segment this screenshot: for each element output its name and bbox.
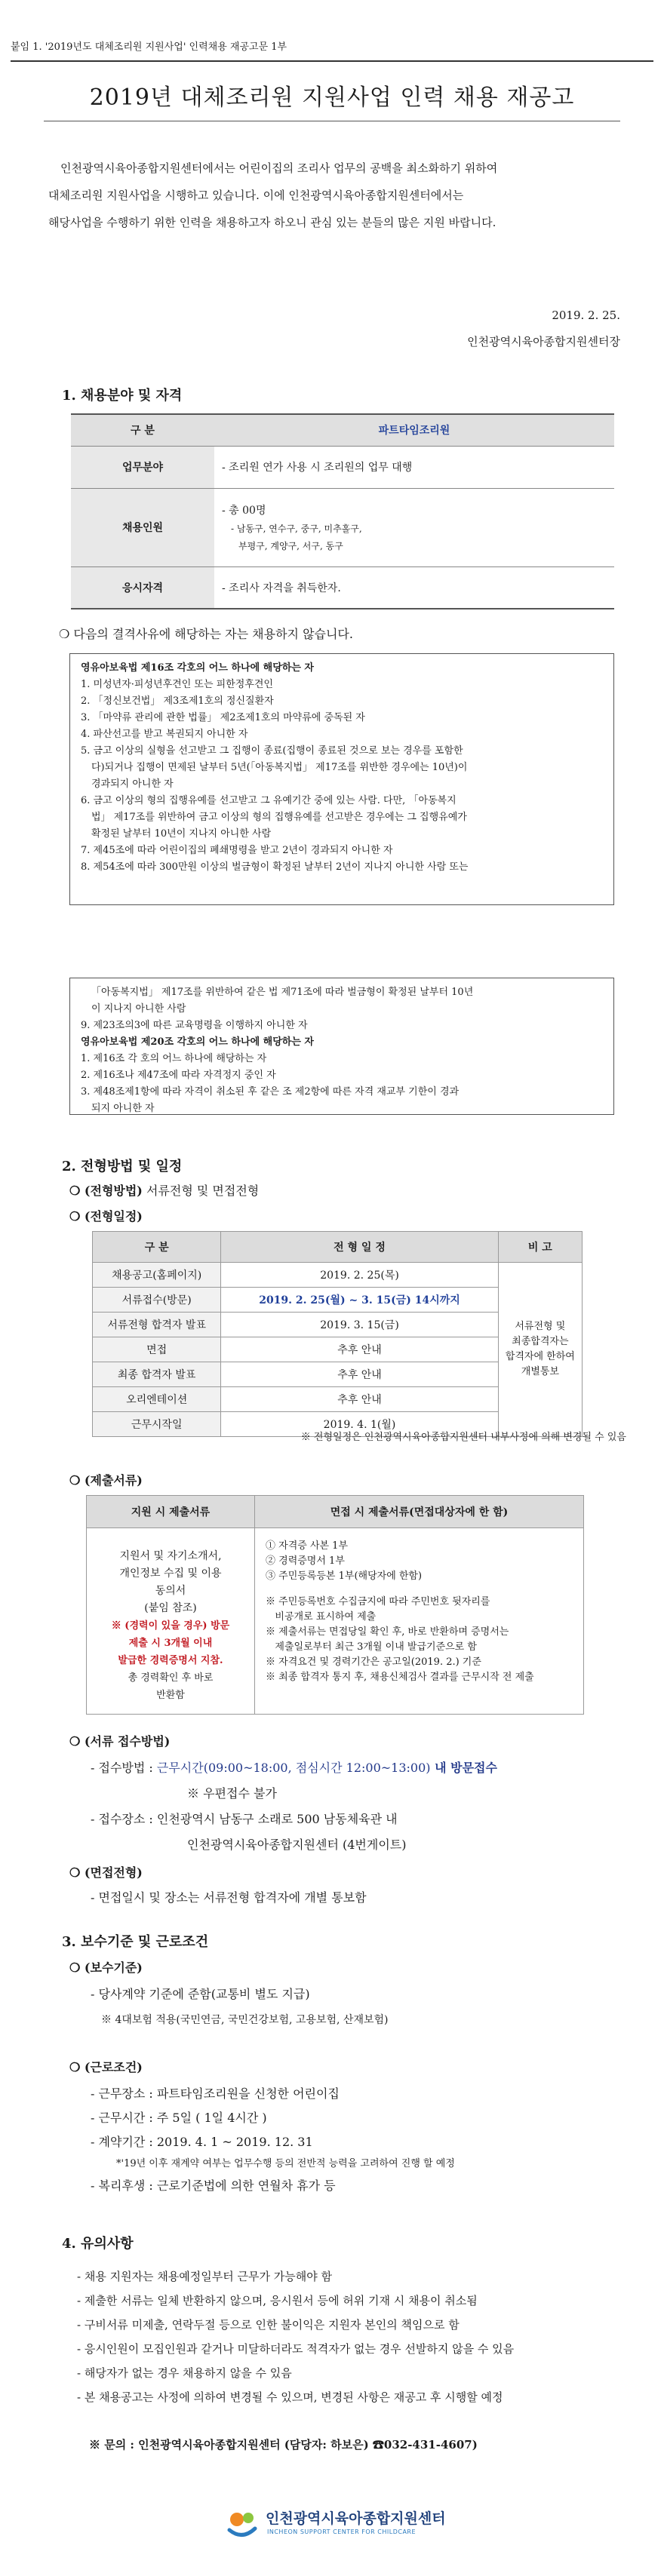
documents-right-cell bbox=[255, 1528, 584, 1715]
pay-label: ❍ (보수기준) bbox=[69, 1960, 143, 1975]
condition-line: - 계약기간 : 2019. 4. 1 ~ 2019. 12. 31 bbox=[91, 2135, 313, 2149]
row-label: 채용인원 bbox=[71, 488, 214, 566]
disqualification-item: 9. 제23조의3에 따른 교육명령을 이행하지 아니한 자 bbox=[81, 1020, 308, 1031]
disqualification-item: 5. 금고 이상의 실형을 선고받고 그 집행이 종료(집행이 종료된 것으로 보는 경우를 포함한 bbox=[81, 745, 463, 757]
method-row bbox=[69, 1181, 259, 1199]
row-value: - 조리사 자격을 취득한자. bbox=[214, 566, 614, 609]
receipt-place: - 접수장소 : 인천광역시 남동구 소래로 500 남동체육관 내 bbox=[91, 1812, 398, 1826]
disqualification-item: 2. 「정신보건법」 제3조제1호의 정신질환자 bbox=[81, 695, 274, 707]
documents-header: 지원 시 제출서류 bbox=[87, 1496, 255, 1528]
disqualification-item: 2. 제16조나 제47조에 따라 자격정지 중인 자 bbox=[81, 1070, 276, 1081]
doc-note: ※ 자격요건 및 경력기간은 공고일(2019. 2.) 기준 bbox=[266, 1656, 481, 1668]
conditions-label: ❍ (근로조건) bbox=[69, 2060, 143, 2074]
doc-line: ① 자격증 사본 1부 bbox=[266, 1540, 349, 1552]
schedule-value: 추후 안내 bbox=[221, 1337, 498, 1362]
disqualification-item: 법」 제17조를 위반하여 금고 이상의 형의 집행유예를 선고받은 경우에는 그 집행유예가 bbox=[91, 812, 467, 823]
intro-line: 대체조리원 지원사업을 시행하고 있습니다. 이에 인천광역시육아종합지원센터에서는 bbox=[48, 189, 464, 202]
remark-line: 개별통보 bbox=[521, 1366, 559, 1377]
schedule-value: 추후 안내 bbox=[221, 1362, 498, 1387]
interview-label: ❍ (면접전형) bbox=[69, 1865, 143, 1880]
doc-line: ③ 주민등록등본 1부(해당자에 한함) bbox=[266, 1570, 423, 1582]
disqualification-item: 1. 미성년자·피성년후견인 또는 피한정후견인 bbox=[81, 679, 273, 690]
remark-line: 최종합격자는 bbox=[512, 1336, 569, 1347]
doc-warning-line: ※ (경력이 있을 경우) 방문 bbox=[111, 1620, 230, 1632]
logo-name: 인천광역시육아종합지원센터 bbox=[266, 2510, 446, 2527]
intro-line: 해당사업을 수행하기 위한 인력을 채용하고자 하오니 관심 있는 분들의 많은 지원 바랍니다. bbox=[48, 216, 496, 229]
table-header-label: 구 분 bbox=[71, 414, 214, 446]
notes-list bbox=[77, 2264, 514, 2409]
doc-line: 개인정보 수집 및 이용 bbox=[119, 1567, 222, 1580]
disqualification-item: 3. 제48조제1항에 따라 자격이 취소된 후 같은 조 제2항에 따른 자격 재교부 기한이 경과 bbox=[81, 1086, 460, 1098]
pay-note: ※ 4대보험 적용(국민연금, 국민건강보험, 고용보험, 산재보험) bbox=[101, 2014, 389, 2026]
condition-line: - 복리후생 : 근로기준법에 의한 연월차 휴가 등 bbox=[91, 2178, 336, 2193]
disqualification-item: 이 지나지 아니한 사람 bbox=[91, 1003, 186, 1015]
disqualification-intro: ❍ 다음의 결격사유에 해당하는 자는 채용하지 않습니다. bbox=[59, 627, 353, 641]
condition-line: - 근무장소 : 파트타임조리원을 신청한 어린이집 bbox=[91, 2086, 340, 2101]
schedule-key: 최종 합격자 발표 bbox=[93, 1362, 221, 1387]
schedule-value: 2019. 3. 15(금) bbox=[221, 1313, 498, 1337]
disqualification-item: 「아동복지법」 제17조를 위반하여 같은 법 제71조에 따라 벌금형이 확정된 날부터 10년 bbox=[91, 987, 474, 998]
disqualification-item: 8. 제54조에 따라 300만원 이상의 벌금형이 확정된 날부터 2년이 지나지 아니한 사람 또는 bbox=[81, 861, 469, 873]
schedule-value: 2019. 2. 25(목) bbox=[221, 1263, 498, 1288]
disqualification-item: 확정된 날부터 10년이 지나지 아니한 사람 bbox=[91, 828, 272, 840]
intro-paragraph bbox=[48, 158, 498, 232]
receipt-label: ❍ (서류 접수방법) bbox=[69, 1734, 171, 1749]
schedule-key: 오리엔테이션 bbox=[93, 1387, 221, 1412]
intro-line: 인천광역시육아종합지원센터에서는 어린이집의 조리사 업무의 공백을 최소화하기 위하여 bbox=[60, 161, 498, 175]
schedule-key: 면접 bbox=[93, 1337, 221, 1362]
disqualification-item: 1. 제16조 각 호의 어느 하나에 해당하는 자 bbox=[81, 1053, 267, 1064]
doc-line: (붙임 참조) bbox=[144, 1602, 197, 1614]
schedule-header: 구 분 bbox=[93, 1232, 221, 1263]
schedule-table bbox=[92, 1231, 583, 1437]
doc-line: ② 경력증명서 1부 bbox=[266, 1555, 345, 1567]
row-label: 업무분야 bbox=[71, 446, 214, 488]
list-item: - 구비서류 미제출, 연락두절 등으로 인한 불이익은 지원자 본인의 책임으로 함 bbox=[77, 2318, 460, 2332]
disqualification-item: 되지 아니한 자 bbox=[91, 1103, 155, 1114]
schedule-header: 전 형 일 정 bbox=[221, 1232, 498, 1263]
doc-line: 동의서 bbox=[155, 1585, 186, 1597]
section-heading-3: 3. 보수기준 및 근로조건 bbox=[62, 1934, 209, 1950]
list-item: - 제출한 서류는 일체 반환하지 않으며, 응시원서 등에 허위 기재 시 채용이 취소됨 bbox=[77, 2294, 478, 2307]
schedule-remark bbox=[498, 1263, 582, 1437]
disqualification-item: 6. 금고 이상의 형의 집행유예를 선고받고 그 유예기간 중에 있는 사람. 다만, 「아동복지 bbox=[81, 795, 456, 806]
disqualification-subheading: 영유아보육법 제20조 각호의 어느 하나에 해당하는 자 bbox=[81, 1036, 314, 1048]
issuer: 인천광역시육아종합지원센터장 bbox=[467, 335, 620, 348]
top-divider bbox=[11, 60, 653, 62]
section-heading-4: 4. 유의사항 bbox=[62, 2236, 134, 2252]
remark-line: 서류전형 및 bbox=[515, 1321, 566, 1332]
disqualification-item: 3. 「마약류 관리에 관한 법률」 제2조제1호의 마약류에 중독된 자 bbox=[81, 712, 365, 723]
doc-note: ※ 최종 합격자 통지 후, 채용신체검사 결과를 근무시작 전 제출 bbox=[266, 1672, 534, 1683]
disqualification-item: 경과되지 아니한 자 bbox=[91, 778, 174, 790]
list-item: - 해당자가 없는 경우 채용하지 않을 수 있음 bbox=[77, 2366, 292, 2380]
notice-date: 2019. 2. 25. bbox=[552, 309, 620, 322]
schedule-label: ❍ (전형일정) bbox=[69, 1209, 143, 1224]
documents-table bbox=[86, 1495, 584, 1715]
receipt-method-label: - 접수방법 : bbox=[91, 1761, 157, 1775]
section-heading-1: 1. 채용분야 및 자격 bbox=[62, 388, 183, 404]
remark-line: 합격자에 한하여 bbox=[505, 1351, 575, 1362]
receipt-hours: 근무시간(09:00~18:00, 점심시간 12:00~13:00) bbox=[156, 1761, 431, 1775]
doc-note: 비공개로 표시하여 제출 bbox=[266, 1611, 377, 1623]
receipt-method bbox=[91, 1758, 497, 1778]
schedule-value: 2019. 4. 1(월) bbox=[221, 1412, 498, 1437]
disqualification-box-1 bbox=[69, 653, 614, 905]
logo-subtitle: INCHEON SUPPORT CENTER FOR CHILDCARE bbox=[267, 2528, 417, 2535]
doc-warning-line: 제출 시 3개월 이내 bbox=[128, 1638, 213, 1649]
center-logo bbox=[225, 2503, 451, 2545]
doc-line: 지원서 및 자기소개서, bbox=[119, 1550, 222, 1562]
table-header-value: 파트타임조리원 bbox=[214, 414, 614, 446]
attachment-note: 붙임 1. '2019년도 대체조리원 지원사업' 인력채용 재공고문 1부 bbox=[11, 41, 287, 53]
pay-text: - 당사계약 기준에 준함(교통비 별도 지급) bbox=[91, 1987, 310, 2001]
list-item: - 응시인원이 모집인원과 같거나 미달하더라도 적격자가 없는 경우 선발하지 않을 수 있음 bbox=[77, 2342, 515, 2356]
schedule-value: 2019. 2. 25(월) ~ 3. 15(금) 14시까지 bbox=[221, 1288, 498, 1313]
row-label: 응시자격 bbox=[71, 566, 214, 609]
receipt-online-note: ※ 우편접수 불가 bbox=[187, 1786, 277, 1801]
list-item: - 본 채용공고는 사정에 의하여 변경될 수 있으며, 변경된 사항은 재공고 후 시행할 예정 bbox=[77, 2390, 503, 2404]
schedule-header: 비 고 bbox=[498, 1232, 582, 1263]
doc-warning-line: 발급한 경력증명서 지참. bbox=[118, 1655, 223, 1666]
row-value: - 조리원 연가 사용 시 조리원의 업무 대행 bbox=[214, 446, 614, 488]
disqualification-box-2 bbox=[69, 978, 614, 1115]
qualification-table bbox=[71, 413, 614, 609]
schedule-key: 서류전형 합격자 발표 bbox=[93, 1313, 221, 1337]
schedule-value: 추후 안내 bbox=[221, 1387, 498, 1412]
schedule-key: 근무시작일 bbox=[93, 1412, 221, 1437]
documents-header: 면접 시 제출서류(면접대상자에 한 함) bbox=[255, 1496, 584, 1528]
documents-label: ❍ (제출서류) bbox=[69, 1473, 143, 1488]
row-value bbox=[214, 488, 614, 566]
disqualification-item: 다)되거나 집행이 면제된 날부터 5년(「아동복지법」 제17조를 위반한 경우에는 10년)이 bbox=[91, 762, 468, 773]
documents-left-cell bbox=[87, 1528, 255, 1715]
row-value-line: 부평구, 계양구, 서구, 동구 bbox=[238, 541, 343, 551]
disqualification-item: 7. 제45조에 따라 어린이집의 폐쇄명령을 받고 2년이 경과되지 아니한 자 bbox=[81, 845, 393, 856]
center-logo-mark bbox=[225, 2506, 260, 2541]
schedule-key: 채용공고(홈페이지) bbox=[93, 1263, 221, 1288]
condition-line: - 근무시간 : 주 5일 ( 1일 4시간 ) bbox=[91, 2111, 267, 2125]
page-title: 2019년 대체조리원 지원사업 인력 채용 재공고 bbox=[89, 84, 575, 111]
schedule-key: 서류접수(방문) bbox=[93, 1288, 221, 1313]
row-value-line: - 남동구, 연수구, 중구, 미추홀구, bbox=[231, 523, 362, 534]
section-heading-2: 2. 전형방법 및 일정 bbox=[62, 1159, 183, 1174]
row-value-line: - 총 00명 bbox=[222, 505, 266, 517]
method-label: ❍ (전형방법) bbox=[69, 1184, 143, 1198]
disqualification-item: 4. 파산선고를 받고 복권되지 아니한 자 bbox=[81, 729, 248, 740]
list-item: - 채용 지원자는 채용예정일부터 근무가 가능해야 함 bbox=[77, 2270, 332, 2283]
doc-note: ※ 제출서류는 면접당일 확인 후, 바로 반환하며 증명서는 bbox=[266, 1626, 509, 1638]
disqualification-subheading: 영유아보육법 제16조 각호의 어느 하나에 해당하는 자 bbox=[81, 662, 314, 674]
receipt-visit: 내 방문접수 bbox=[430, 1761, 497, 1775]
doc-line: 총 경력확인 후 바로 bbox=[128, 1672, 214, 1684]
doc-line: 반환함 bbox=[156, 1690, 185, 1701]
doc-note: 제출일로부터 최근 3개월 이내 발급기준으로 함 bbox=[266, 1641, 477, 1653]
doc-note: ※ 주민등록번호 수집금지에 따라 주민번호 뒷자리를 bbox=[266, 1596, 490, 1607]
receipt-place-2: 인천광역시육아종합지원센터 (4번게이트) bbox=[187, 1838, 407, 1852]
method-text: 서류전형 및 면접전형 bbox=[146, 1184, 260, 1198]
interview-text: - 면접일시 및 장소는 서류전형 합격자에 개별 통보함 bbox=[91, 1890, 367, 1905]
condition-note: *'19년 이후 재계약 여부는 업무수행 등의 전반적 능력을 고려하여 진행 할 예정 bbox=[116, 2158, 455, 2169]
schedule-footnote: ※ 전형일정은 인천광역시육아종합지원센터 내부사정에 의해 변경될 수 있음 bbox=[300, 1432, 626, 1443]
contact-info: ※ 문의 : 인천광역시육아종합지원센터 (담당자: 하보은) ☎032-431-4607) bbox=[89, 2438, 478, 2452]
